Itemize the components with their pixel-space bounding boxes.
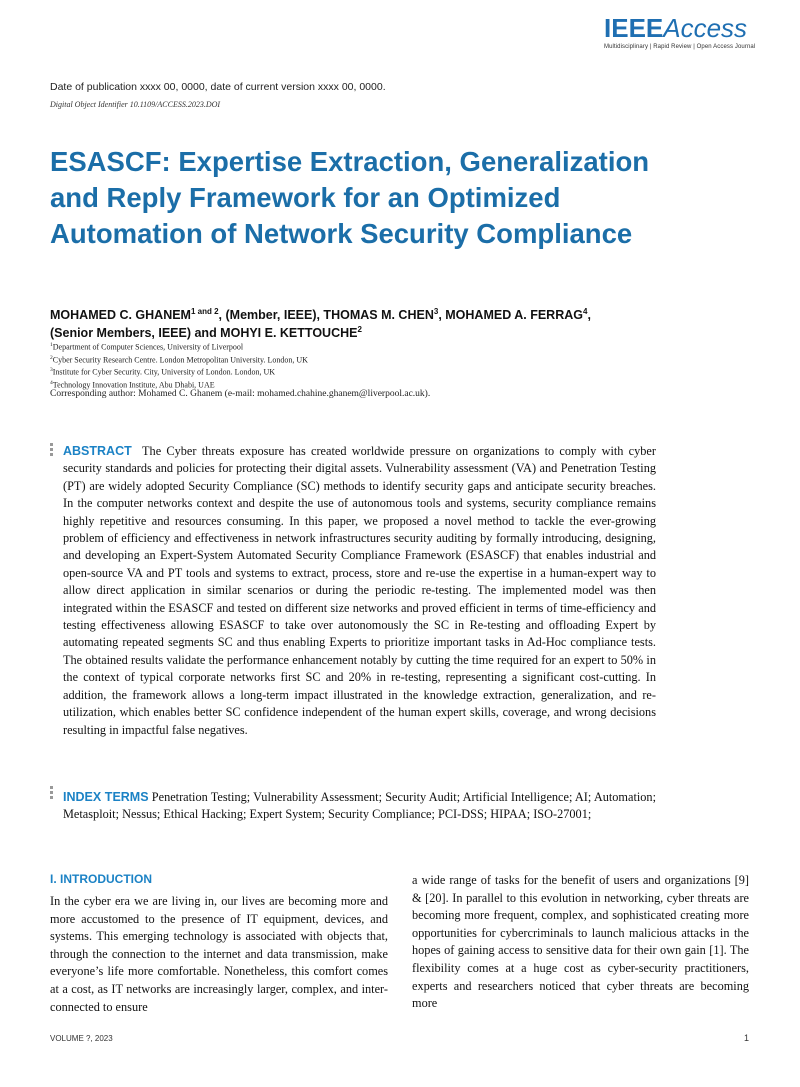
affiliation-text: Department of Computer Sciences, University of Liverpool xyxy=(52,342,244,352)
affiliation-number: 4 xyxy=(50,379,53,386)
journal-name xyxy=(604,14,754,42)
affiliation-number: 1 xyxy=(50,342,53,348)
section-heading-introduction: I. INTRODUCTION xyxy=(50,872,152,886)
author-2-affil: 3 xyxy=(433,306,439,316)
author-1-role: , (Member, IEEE), THOMAS M. CHEN xyxy=(218,308,434,322)
affiliation-line xyxy=(50,353,308,366)
corresponding-author: Corresponding author: Mohamed C. Ghanem (e-mail: mohamed.chahine.ghanem@liverpool.ac.uk). xyxy=(50,389,431,399)
affiliation-text: Cyber Security Research Centre. London Metropolitan University. London, UK xyxy=(52,355,308,365)
abstract-label: ABSTRACT xyxy=(63,444,132,458)
author-3-name: , MOHAMED A. FERRAG xyxy=(438,308,583,322)
affiliation-line xyxy=(50,340,308,353)
author-3-affil: 4 xyxy=(582,306,588,316)
index-terms xyxy=(63,789,656,824)
page-number: 1 xyxy=(744,1033,750,1043)
affiliation-line xyxy=(50,365,308,378)
affiliation-text: Institute for Cyber Security. City, University of London. London, UK xyxy=(52,367,276,377)
introduction-left-column: In the cyber era we are living in, our lives are becoming more and more accustomed to the presence of IT equipment, devices, and systems. This emerging technology is associated with objects that, through the connection to the internet and data transmission, make everyone’s life more comfortable. Nonetheless, this comfort comes at a cost, as IT networks are increasingly larger, complex, and inter-connected to ensure xyxy=(50,894,388,1014)
journal-logo xyxy=(604,14,754,50)
author-1-name: MOHAMED C. GHANEM xyxy=(50,308,191,322)
author-4-affil: 2 xyxy=(357,324,362,334)
journal-tagline: Multidisciplinary | Rapid Review | Open Access Journal xyxy=(604,44,756,50)
paper-title: ESASCF: Expertise Extraction, Generalization and Reply Framework for an Optimized Automation of Network Security Compliance xyxy=(50,146,650,249)
author-1-affil: 1 and 2 xyxy=(190,306,219,316)
affiliation-text: Technology Innovation Institute, Abu Dhabi, UAE xyxy=(52,380,215,390)
index-terms-text: Penetration Testing; Vulnerability Assessment; Security Audit; Artificial Intelligence; AI; Automation; Metasploit; Nessus; Ethical Hacking; Expert System; Security Compliance; PCI-DSS; HIPAA; ISO-27001; xyxy=(63,790,656,822)
affiliation-number: 3 xyxy=(50,367,53,374)
abstract-text: The Cyber threats exposure has created worldwide pressure on organizations to comply with cyber security standards and policies for protecting their digital assets. Vulnerability assessment (VA) and Penetration Testing (PT) are widely adopted Security Compliance (SC) methods to identify security gaps and anticipate security breaches. In the computer networks context and despite the use of autonomous tools and systems, security compliance remains highly repetitive and resources consuming. In this paper, we proposed a novel method to tackle the ever-growing problem of efficiency and effectiveness in network infrastructures security auditing by formally introducing, designing, and developing an Expert-System Automated Security Compliance Framework (ESASCF) that enables industrial and open-source VA and PT tools and systems to extract, process, store and re-use the expertise in a human-expert way to allow direct application in similar scenarios or during the periodic re-testing. The implemented model was then integrated within the ESASCF and tested on different size networks and proved efficient in terms of time-efficiency and testing effectiveness allowing ESASCF to take over autonomously the SC in Re-testing and offloading Expert by automating repeated segments SC and thus enabling Experts to prioritize important tasks in Ad-Hoc compliance tests. The obtained results validate the performance enhancement notably by cutting the time required for an expert to 50% in the context of typical corporate networks first SC and 20% in re-testing, representing a significant cost-cutting. In addition, the framework allows a long-term impact illustrated in the knowledge extraction, generalization, and re-utilization, which enables better SC confidence independent of the human expert skills, coverage, and wrong decisions resulting in impactful false negatives. xyxy=(63,444,656,737)
doi: Digital Object Identifier 10.1109/ACCESS.2023.DOI xyxy=(50,100,221,109)
affiliations xyxy=(50,340,308,391)
publication-date: Date of publication xxxx 00, 0000, date of current version xxxx 00, 0000. xyxy=(50,81,386,93)
footer-volume: VOLUME ?, 2023 xyxy=(50,1034,113,1043)
affiliation-number: 2 xyxy=(50,354,53,361)
author-3-role: , (Senior Members, IEEE) and MOHYI E. KETTOUCHE xyxy=(50,308,591,340)
journal-name-bold: IEEE xyxy=(604,13,664,43)
index-terms-label: INDEX TERMS xyxy=(63,790,149,804)
abstract-marker-icon xyxy=(50,443,54,458)
introduction-right-column: a wide range of tasks for the benefit of users and organizations [9] & [20]. In parallel to this evolution in networking, cyber threats are becoming more frequent, complex, and sophisticated creating more opportunities for cybercriminals to launch malicious attacks in the hopes of gaining access to sensitive data for their own gain [1]. The flexibility comes at a huge cost as cyber-security practitioners, experts and researchers noticed that cyber threats are becoming more xyxy=(412,873,749,1011)
index-terms-marker-icon xyxy=(50,786,54,801)
abstract xyxy=(63,443,656,739)
author-list xyxy=(50,306,610,342)
journal-name-italic: Access xyxy=(663,13,748,43)
